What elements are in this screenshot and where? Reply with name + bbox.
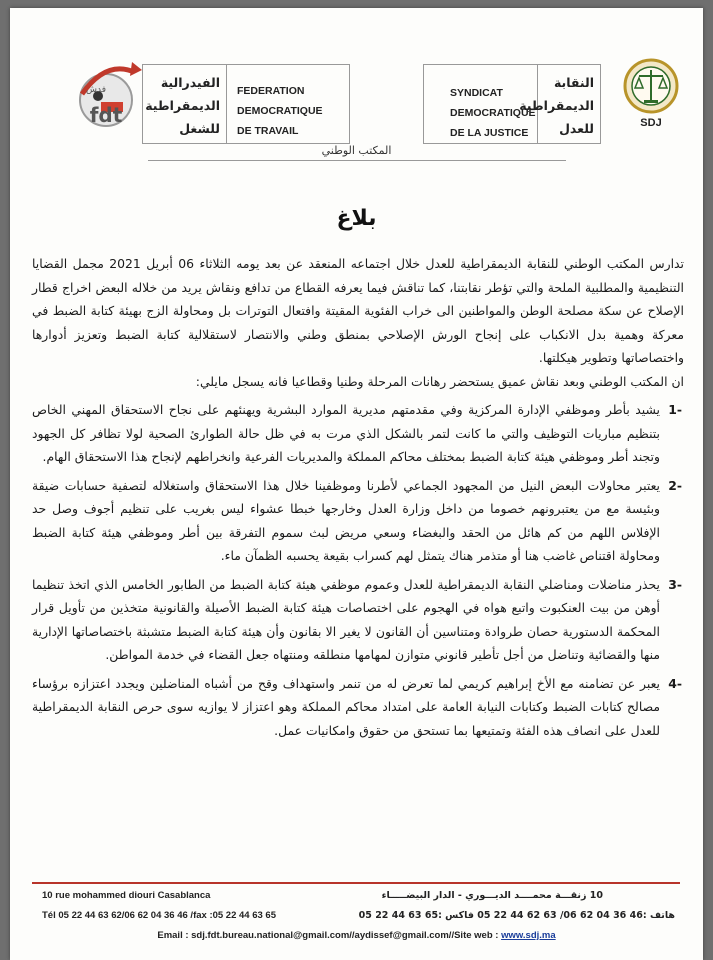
fdt-logo-arabic: فدش	[85, 85, 107, 95]
fdt-name-fr: FEDERATION DEMOCRATIQUE DE TRAVAIL	[237, 85, 323, 137]
sdj-name-ar-box	[519, 64, 601, 144]
item-text: يعتبر محاولات البعض النيل من المجهود الجماعي لأطرنا وموظفينا خلال هذا الاستحقاق واستغلاله لتصفية حسابات ضيقة وبئيسة مع من يعتبرونهم خصوما من داخل وزارة العدل وخارجها خبطا عشواء ليس بغريب على تنظيم أجوف وصل حد الإفلاس اللهم من كم هائل من الحقد والبغضاء وسعي مريض لبث سموم التفرقة بين أطر وموظفي هيئة كتابة الضبط ومحاولة اقتناص غاضب هنا أو متذمر هناك يتمثل لهم كسراب بقيعة يحسبه الظمآن ماء.	[32, 477, 660, 563]
footer-address-fr: 10 rue mohammed diouri Casablanca	[42, 890, 211, 901]
fdt-logo-text: fdt	[89, 103, 123, 127]
footer-email: Email : sdj.fdt.bureau.national@gmail.com//aydissef@gmail.com//Site web :	[157, 930, 502, 941]
item-number: -3	[668, 576, 682, 592]
item-text: يشيد بأطر وموظفي الإدارة المركزية وفي مقدمتهم مديرية الموارد البشرية ويهنئهم على نجاح الاستحقاق المهني الخاص بتنظيم مباريات التوظيف والتي ما كانت لتمر بالشكل الذي مرت به في ظل حالة الطوارئ الصحية لولا تظافر كل الجهود وتجند أطر وموظفي هيئة كتابة الضبط بمختلف محاكم المملكة والمديريات الفرعية وانخراطهم لإنجاح هذا الاستحقاق الهام.	[32, 402, 660, 464]
item-number: -1	[668, 402, 682, 417]
document-page	[10, 8, 703, 960]
sdj-logo-text: SDJ	[640, 117, 662, 129]
letterhead	[30, 56, 693, 146]
sdj-name-ar: النقابة الديمقراطية للعدل	[519, 75, 594, 136]
intro-paragraph: تدارس المكتب الوطني للنقابة الديمقراطية للعدل خلال اجتماعه المنعقد عن بعد يومه الثلاثاء 06 أبريل 2021 مجمل القضايا التنظيمية والمطلبية الملحة والتي تؤطر نقابتنا، كما تناقش فيما يعرفه القطاع من تدافع ونقاش يريد من خلاله البعض اخراج قطار الإصلاح عن سكة مصلحة الوطن والمواطنين الى خراب الفئوية المقيتة وافتعال التوترات بل ومحاولة الزج بهيئة كتابة الضبط في معركة وهمية بدل الانكباب على إنجاح الورش الإصلاحي بمنطق وطني والانتصار لاستقلالية كتابة الضبط وتعزيز أدوارها واختصاصاتها وتطوير هيكلتها.	[32, 256, 684, 365]
list-item	[32, 672, 684, 743]
footer-divider	[32, 882, 680, 884]
bureau-label: المكتب الوطني	[321, 144, 392, 157]
communique-body	[32, 252, 684, 742]
fdt-name-ar-box	[142, 64, 226, 144]
list-item	[32, 398, 684, 469]
fdt-name-ar: الفيدرالية الديمقراطية للشغل	[145, 75, 220, 136]
item-text: يعبر عن تضامنه مع الأخ إبراهيم كريمي لما تعرض له من تنمر واستهداف وقح من أشباه المناضلين ويجدد اعتزازه برؤساء مصالح كتابات الضبط وكتابات النيابة العامة على امتداد محاكم المملكة وهو اعتزاز لا يوازيه سوى حرص النقابة الديمقراطية للعدل على انصاف هذه الفئة وتمتيعها بما تستحق من حقوق وامكانيات عمل.	[32, 675, 660, 738]
footer-phone-ar: هاتف :46 36 04 62 06/ 63 62 44 22 05 فاكس :65 63 44 22 05	[358, 910, 675, 921]
page-title: بلاغ	[336, 206, 377, 231]
item-number: -4	[668, 675, 682, 691]
list-item	[32, 474, 684, 568]
list-item	[32, 573, 684, 667]
lead-paragraph: ان المكتب الوطني وبعد نقاش عميق يستحضر رهانات المرحلة وطنيا وقطاعيا فانه يسجل مايلي:	[195, 373, 684, 389]
footer-address-ar: 10 زنقـــة محمــــد الديـــوري - الدار البيضـــــاء	[381, 890, 603, 901]
footer-phone-fr: Tél 05 22 44 63 62/06 62 04 36 46 /fax :05 22 44 63 65	[42, 910, 276, 921]
fdt-name-fr-box	[226, 64, 350, 144]
fdt-logo	[68, 56, 144, 136]
points-list	[32, 398, 684, 742]
item-number: -2	[668, 477, 682, 493]
footer-contact	[10, 930, 703, 941]
item-text: يحذر مناضلات ومناضلي النقابة الديمقراطية للعدل وعموم موظفي هيئة كتابة الضبط من الطابور الخامس الذي اتخذ تنظيما أوهن من بيت العنكبوت واتبع هواه في الهجوم على اختصاصات هيئة كتابة الضبط الأصيلة والقانونية متخذين من تأويل قرار المحكمة الدستورية حصان طروادة ومتناسين أن القانون لا يغير الا بقانون وأن هيئة كتابة الضبط متشبثة باختصاصاتها الإدارية منها والقضائية وتناضل من أجل تأطير قانوني متوازن لمهامها منطلقه ومنتهاه جعل القضاء في خدمة المواطن.	[32, 576, 660, 662]
website-link[interactable]: www.sdj.ma	[501, 930, 556, 941]
sdj-name-fr: SYNDICAT DEMOCRATIQUE DE LA JUSTICE	[450, 87, 536, 139]
header-divider	[148, 160, 566, 161]
sdj-logo	[615, 56, 690, 134]
